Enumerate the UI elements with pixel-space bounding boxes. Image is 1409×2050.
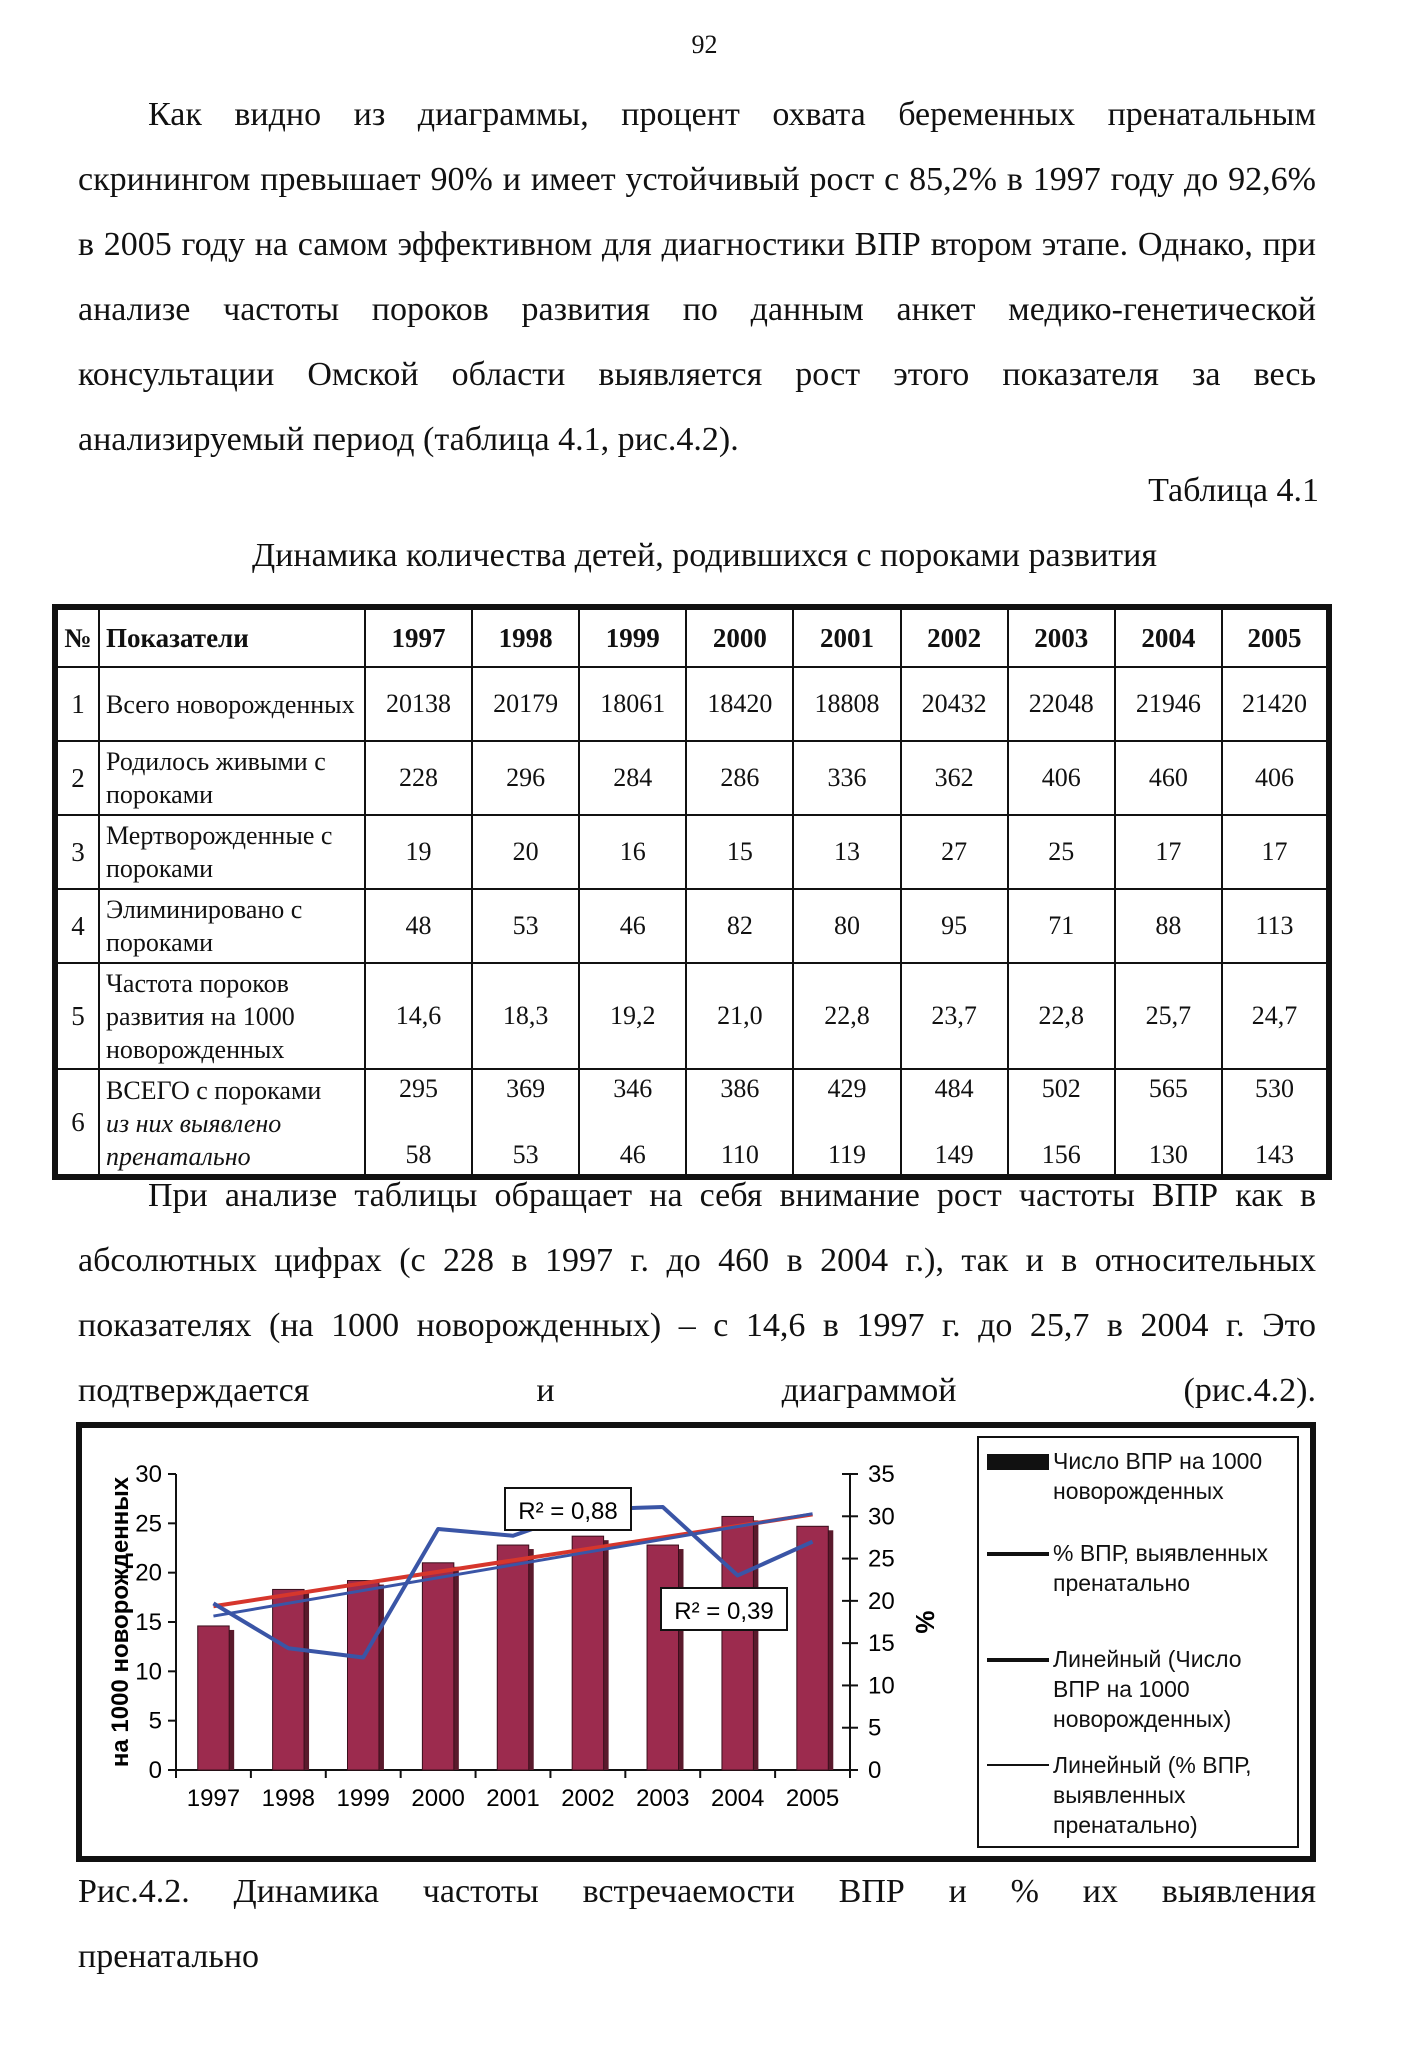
x-axis-tick-label: 2001 [486,1785,540,1812]
value-cell: 82 [686,889,793,963]
table-number: Таблица 4.1 [1148,472,1319,509]
row-number-cell: 6 [55,1069,99,1177]
prenatal-value: 110 [720,1140,759,1169]
x-axis-tick-label: 2005 [785,1785,840,1812]
value-cell: 21420 [1222,667,1329,741]
value-cell: 25,7 [1115,963,1222,1069]
total-value: 502 [1041,1074,1081,1103]
value-cell: 18808 [793,667,900,741]
right-axis-tick-label: 15 [868,1630,895,1658]
value-cell: 23,7 [901,963,1008,1069]
legend-label: Линейный (% ВПР, выявленных пренатально) [1053,1752,1252,1838]
left-axis-tick-label: 5 [148,1707,162,1735]
legend-item-bars [987,1446,1292,1506]
value-cell: 113 [1222,889,1329,963]
legend-item-linear-prenatal [987,1750,1292,1840]
header-cell: 2000 [686,607,793,667]
total-value: 565 [1148,1074,1188,1103]
bar [647,1545,678,1770]
x-axis-tick-label: 2004 [710,1785,765,1812]
value-cell: 27 [901,815,1008,889]
left-axis-tick-label: 0 [148,1757,162,1784]
indicator-label-cell: Родилось живыми с пороками [99,741,365,815]
right-axis-tick-label: 5 [868,1714,882,1742]
row-number-cell: 4 [55,889,99,963]
value-cell: 406 [1222,741,1329,815]
body-paragraph-2: При анализе таблицы обращает на себя внимание рост частоты ВПР как в абсолютных цифрах (с 228 в 1997 г. до 460 в 2004 г.), так и в относительных показателях (на 1000 новорожденных) – с 14,6 в 1997 г. до 25,7 в 2004 г. Это подтверждается и диаграммой (рис.4.2). [78,1177,1316,1409]
x-axis-tick-label: 1998 [261,1785,316,1812]
row-number-cell: 1 [55,667,99,741]
legend-bar-swatch [987,1454,1049,1470]
value-cell: 80 [793,889,900,963]
x-axis-tick-label: 2003 [636,1785,690,1812]
value-cell: 13 [793,815,900,889]
prenatal-value: 149 [934,1140,974,1169]
value-cell: 362 [901,741,1008,815]
x-axis-tick-label: 2002 [561,1785,615,1812]
value-cell: 296 [472,741,579,815]
left-axis-tick-label: 10 [135,1658,162,1686]
right-axis-tick-label: 0 [868,1757,882,1784]
bar [722,1516,753,1770]
indicator-label-cell: Элиминировано с пороками [99,889,365,963]
chart-legend [977,1436,1299,1848]
bar [572,1536,603,1770]
value-cell: 22,8 [1008,963,1115,1069]
value-cell: 18,3 [472,963,579,1069]
prenatal-value: 143 [1254,1140,1294,1169]
value-cell: 21,0 [686,963,793,1069]
indicator-label-cell: Всего новорожденных [99,667,365,741]
body-paragraph-1: Как видно из диаграммы, процент охвата беременных пренатальным скринингом превышает 90% и имеет устойчивый рост с 85,2% в 1997 году до 92,6% в 2005 году на самом эффективном для диагностики ВПР втором этапе. Однако, при анализе частоты пороков развития по данным анкет медико-генетической консультации Омской области выявляется рост этого показателя за весь анализируемый период (таблица 4.1, рис.4.2). [78,96,1316,458]
row-number-cell: 3 [55,815,99,889]
value-cell: 17 [1115,815,1222,889]
header-cell: 2004 [1115,607,1222,667]
right-axis-tick-label: 30 [868,1503,895,1531]
legend-line-swatch [987,1764,1049,1766]
value-cell: 20432 [901,667,1008,741]
bar [273,1589,304,1770]
bar [422,1563,453,1770]
value-cell: 21946 [1115,667,1222,741]
page-number: 92 [691,30,718,59]
total-label: ВСЕГО с пороками [106,1076,322,1105]
header-cell: 1997 [365,607,472,667]
value-cell: 460 [1115,741,1222,815]
prenatal-value: 130 [1148,1140,1188,1169]
legend-item-linear-bars [987,1644,1292,1734]
value-cell: 24,7 [1222,963,1329,1069]
prenatal-value: 119 [827,1140,867,1169]
x-axis-tick-label: 1999 [336,1785,390,1812]
row-number-cell: 2 [55,741,99,815]
right-axis-title: % [910,1610,940,1634]
total-value: 484 [934,1074,974,1103]
header-cell: 2002 [901,607,1008,667]
value-cell: 22048 [1008,667,1115,741]
r-squared-annotation-bars: R² = 0,88 [518,1498,618,1525]
left-axis-tick-label: 25 [135,1510,162,1538]
right-axis-tick-label: 35 [868,1461,895,1488]
value-cell: 22,8 [793,963,900,1069]
value-cell: 48 [365,889,472,963]
value-cell: 71 [1008,889,1115,963]
value-cell: 406 [1008,741,1115,815]
header-cell: № [55,607,99,667]
r-squared-annotation-prenatal: R² = 0,39 [674,1598,774,1625]
indicator-label-cell: Частота пороков развития на 1000 новорожденных [99,963,365,1069]
legend-label: % ВПР, выявленных пренатально [1053,1540,1269,1596]
header-cell: 2005 [1222,607,1329,667]
prenatal-value: 58 [405,1140,432,1169]
bar [797,1526,828,1770]
x-axis-tick-label: 2000 [411,1785,465,1812]
value-cell: 19 [365,815,472,889]
prenatal-value: 156 [1041,1140,1081,1169]
indicator-label-cell: Мертворожденные с пороками [99,815,365,889]
left-axis-tick-label: 15 [135,1609,162,1636]
table-title: Динамика количества детей, родившихся с пороками развития [252,537,1157,574]
right-axis-tick-label: 20 [868,1587,895,1615]
prenatal-value: 53 [512,1140,539,1169]
prenatal-sublabel: из них выявлено пренатально [106,1109,282,1171]
figure-caption: Рис.4.2. Динамика частоты встречаемости ВПР и % их выявления [78,1873,1316,1910]
legend-label: Число ВПР на 1000 новорожденных [1053,1448,1263,1504]
total-value: 386 [720,1074,760,1103]
value-cell: 20138 [365,667,472,741]
legend-line-swatch [987,1552,1049,1556]
total-value: 295 [399,1074,439,1103]
legend-item-prenatal-line [987,1538,1292,1598]
value-cell: 17 [1222,815,1329,889]
figure-caption-continued: пренатально [78,1938,260,1975]
left-axis-tick-label: 30 [135,1461,162,1488]
value-cell: 336 [793,741,900,815]
value-cell: 20 [472,815,579,889]
value-cell: 19,2 [579,963,686,1069]
header-cell: 1999 [579,607,686,667]
value-cell: 53 [472,889,579,963]
value-cell: 228 [365,741,472,815]
value-cell: 95 [901,889,1008,963]
value-cell: 20179 [472,667,579,741]
total-value: 530 [1254,1074,1294,1103]
value-cell: 18420 [686,667,793,741]
header-cell: Показатели [99,607,365,667]
value-cell: 16 [579,815,686,889]
legend-label: Линейный (Число ВПР на 1000 новорожденных) [1053,1646,1242,1732]
total-value: 346 [613,1074,653,1103]
value-cell: 286 [686,741,793,815]
left-axis-tick-label: 20 [135,1559,162,1587]
total-value: 369 [506,1074,546,1103]
value-cell: 25 [1008,815,1115,889]
total-value: 429 [827,1074,867,1103]
prenatal-value: 46 [619,1140,646,1169]
bar [497,1545,528,1770]
header-cell: 2003 [1008,607,1115,667]
bar [347,1581,378,1770]
left-axis-title: на 1000 новорожденных [107,1476,134,1768]
value-cell: 284 [579,741,686,815]
header-cell: 1998 [472,607,579,667]
legend-line-swatch [987,1658,1049,1662]
x-axis-tick-label: 1997 [186,1785,241,1812]
header-cell: 2001 [793,607,900,667]
value-cell: 18061 [579,667,686,741]
right-axis-tick-label: 25 [868,1545,895,1573]
value-cell: 88 [1115,889,1222,963]
value-cell: 15 [686,815,793,889]
row-number-cell: 5 [55,963,99,1069]
value-cell: 14,6 [365,963,472,1069]
right-axis-tick-label: 10 [868,1672,895,1700]
bar [198,1626,229,1770]
value-cell: 46 [579,889,686,963]
